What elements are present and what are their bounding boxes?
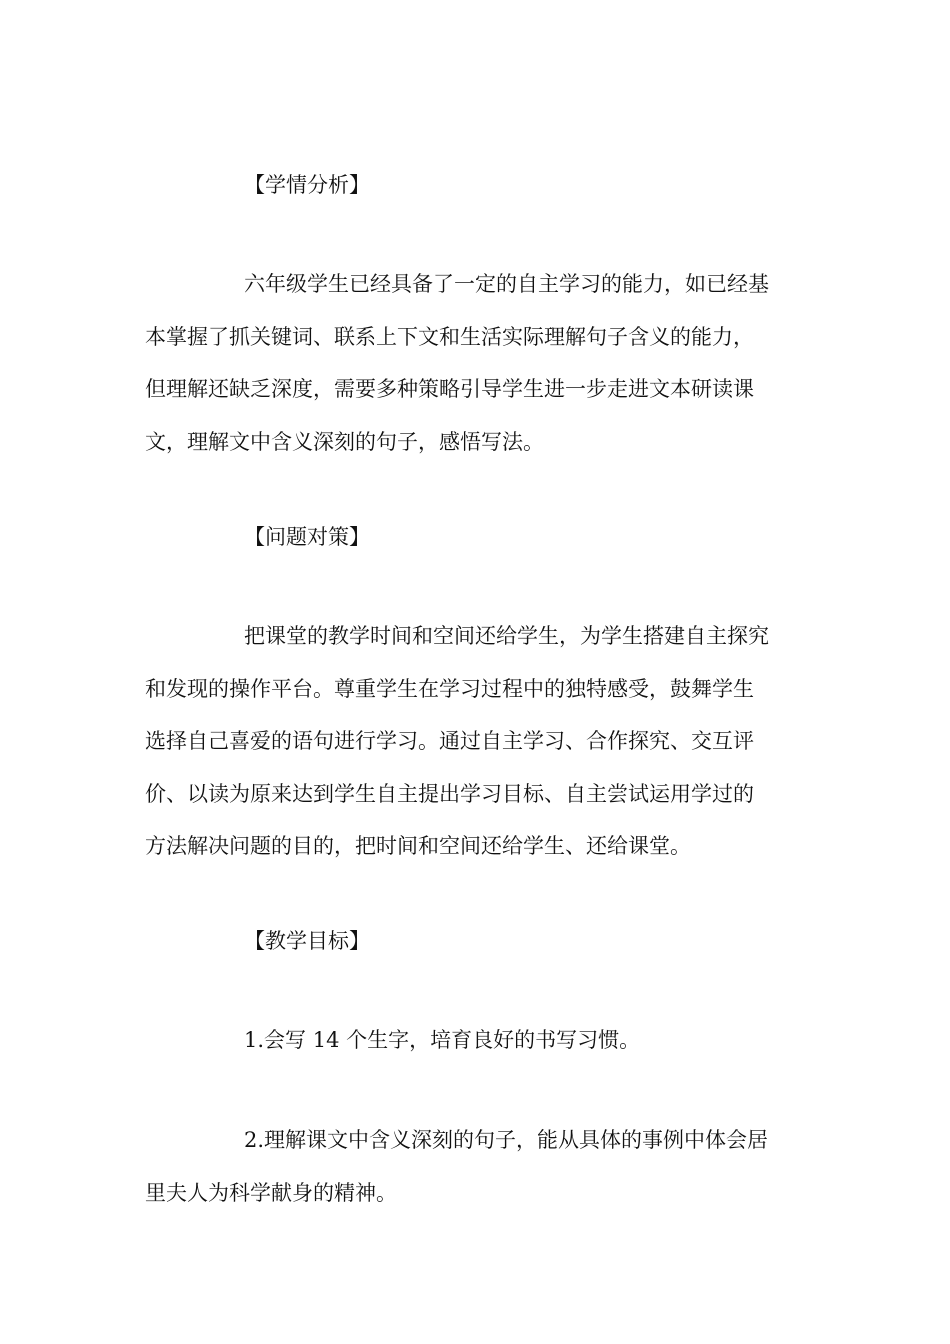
paragraph-line: 但理解还缺乏深度，需要多种策略引导学生进一步走进文本研读课	[145, 377, 754, 401]
paragraph-student-analysis	[145, 258, 810, 468]
paragraph-problem-strategy	[145, 610, 810, 873]
paragraph-line: 选择自己喜爱的语句进行学习。通过自主学习、合作探究、交互评	[145, 729, 754, 753]
paragraph-line: 文，理解文中含义深刻的句子，感悟写法。	[145, 429, 544, 454]
paragraph-line: 六年级学生已经具备了一定的自主学习的能力，如已经基	[244, 272, 769, 296]
section-heading-teaching-goals: 【教学目标】	[244, 929, 370, 953]
section-heading-student-analysis: 【学情分析】	[244, 173, 370, 197]
paragraph-line: 方法解决问题的目的，把时间和空间还给学生、还给课堂。	[145, 834, 691, 858]
paragraph-line: 价、以读为原来达到学生自主提出学习目标、自主尝试运用学过的	[145, 781, 754, 806]
paragraph-line: 1.会写 14 个生字，培育良好的书写习惯。	[244, 1028, 641, 1052]
paragraph-line: 2.理解课文中含义深刻的句子，能从具体的事例中体会居	[244, 1128, 769, 1152]
goal-item-1	[145, 1014, 810, 1067]
paragraph-line: 把课堂的教学时间和空间还给学生，为学生搭建自主探究	[244, 624, 769, 648]
paragraph-line: 里夫人为科学献身的精神。	[145, 1180, 397, 1205]
paragraph-line: 本掌握了抓关键词、联系上下文和生活实际理解句子含义的能力，	[145, 324, 754, 349]
paragraph-line: 和发现的操作平台。尊重学生在学习过程中的独特感受，鼓舞学生	[145, 676, 754, 701]
goal-item-2	[145, 1114, 810, 1219]
section-heading-problem-strategy: 【问题对策】	[244, 525, 370, 549]
